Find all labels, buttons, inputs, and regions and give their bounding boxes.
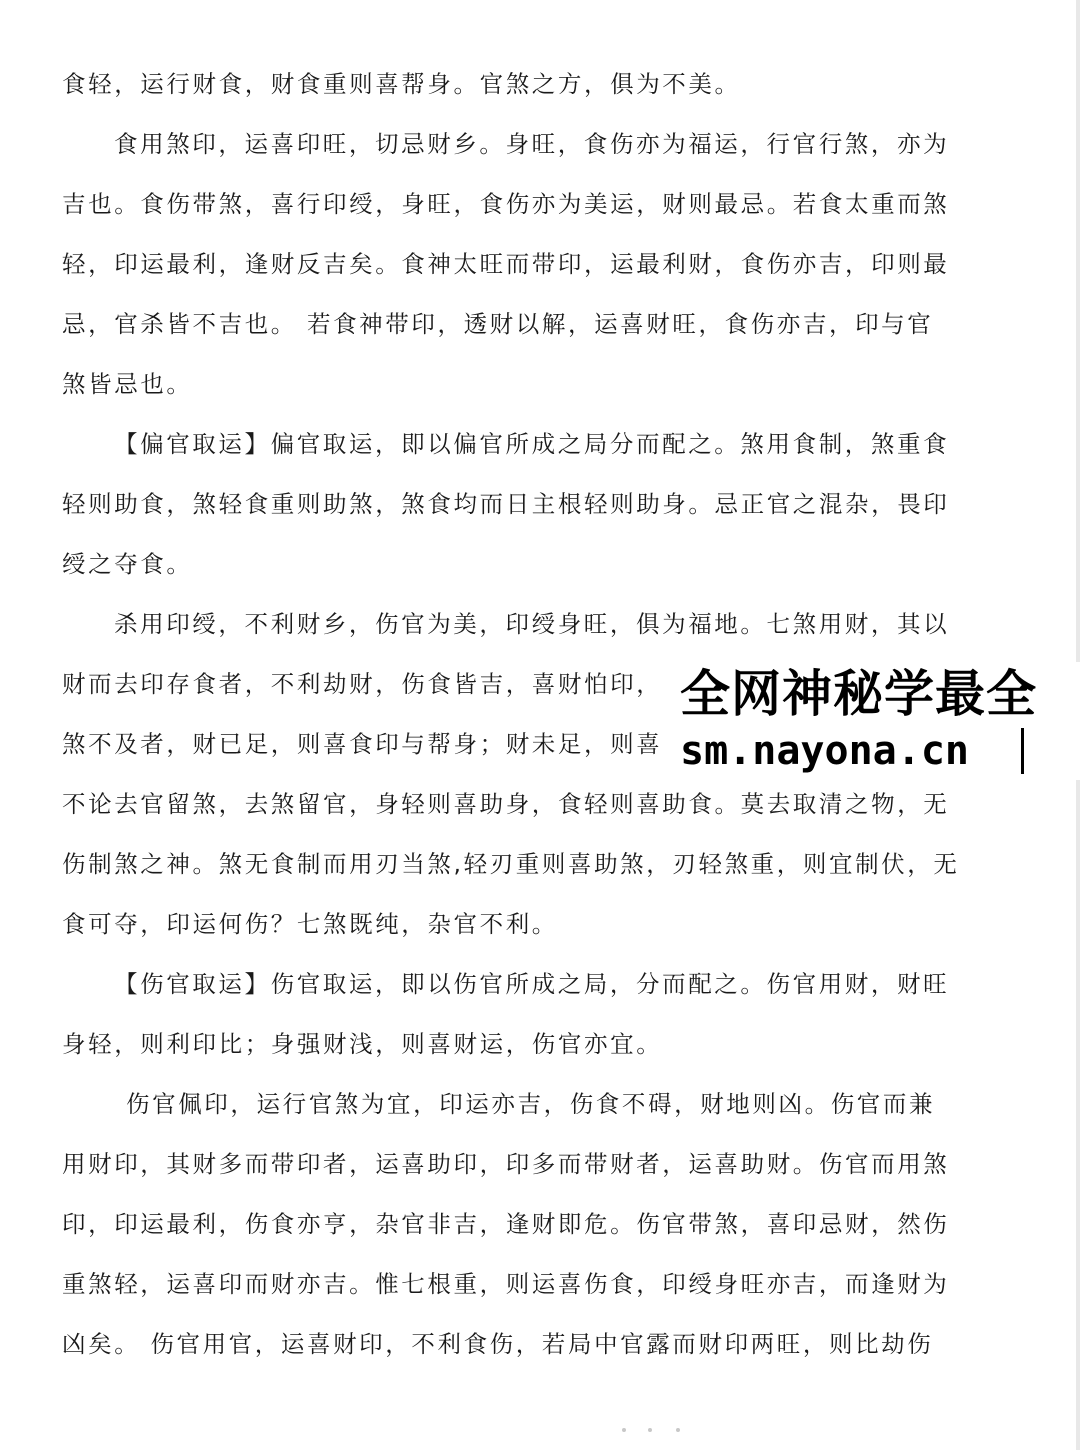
text-line: 伤制煞之神。煞无食制而用刃当煞,轻刃重则喜助煞，刃轻煞重，则宜制伏，无 [62,850,960,878]
paragraph-start-line: 杀用印绶，不利财乡，伤官为美，印绶身旺，俱为福地。七煞用财，其以 [114,610,950,638]
text-line: 轻，印运最利，逢财反吉矣。食神太旺而带印，运最利财，食伤亦吉，印则最 [62,250,950,278]
text-line: 重煞轻，运喜印而财亦吉。惟七根重，则运喜伤食，印绶身旺亦吉，而逢财为 [62,1270,950,1298]
paragraph-start-line: 伤官佩印，运行官煞为宜，印运亦吉，伤食不碍，财地则凶。伤官而兼 [126,1090,936,1118]
speck [648,1428,652,1432]
text-line: 食可夺，印运何伤？七煞既纯，杂官不利。 [62,910,558,938]
text-line: 身轻，则利印比；身强财浅，则喜财运，伤官亦宜。 [62,1030,663,1058]
text-line: 食轻，运行财食，财食重则喜帮身。官煞之方，俱为不美。 [62,70,741,98]
text-line: 绶之夺食。 [62,550,193,578]
text-line: 财而去印存食者，不利劫财，伤食皆吉，喜财怕印， [62,670,663,698]
speck [676,1428,680,1432]
paragraph-start-line: 食用煞印，运喜印旺，切忌财乡。身旺，食伤亦为福运，行官行煞，亦为 [114,130,950,158]
text-line: 吉也。食伤带煞，喜行印绶，身旺，食伤亦为美运，财则最忌。若食太重而煞 [62,190,950,218]
watermark-url: sm.nayona.cn [680,728,969,774]
text-line: 用财印，其财多而带印者，运喜助印，印多而带财者，运喜助财。伤官而用煞 [62,1150,950,1178]
text-line: 凶矣。 伤官用官，运喜财印，不利食伤，若局中官露而财印两旺，则比劫伤 [62,1330,934,1358]
text-line: 煞皆忌也。 [62,370,193,398]
text-cursor [1021,728,1024,774]
text-line: 煞不及者，财已足，则喜食印与帮身；财未足，则喜 [62,730,663,758]
text-line: 忌，官杀皆不吉也。 若食神带印，透财以解，运喜财旺，食伤亦吉，印与官 [62,310,934,338]
watermark-overlay [672,662,1080,780]
watermark-title: 全网神秘学最全 [680,665,1037,723]
speck [622,1428,626,1432]
text-line: 轻则助食，煞轻食重则助煞，煞食均而日主根轻则助身。忌正官之混杂，畏印 [62,490,950,518]
text-line: 不论去官留煞，去煞留官，身轻则喜助身，食轻则喜助食。莫去取清之物，无 [62,790,950,818]
section-heading-line: 【偏官取运】偏官取运，即以偏官所成之局分而配之。煞用食制，煞重食 [114,430,950,458]
section-heading-line: 【伤官取运】伤官取运，即以伤官所成之局，分而配之。伤官用财，财旺 [114,970,950,998]
scan-specks [600,1428,700,1438]
text-line: 印，印运最利，伤食亦亨，杂官非吉，逢财即危。伤官带煞，喜印忌财，然伤 [62,1210,950,1238]
